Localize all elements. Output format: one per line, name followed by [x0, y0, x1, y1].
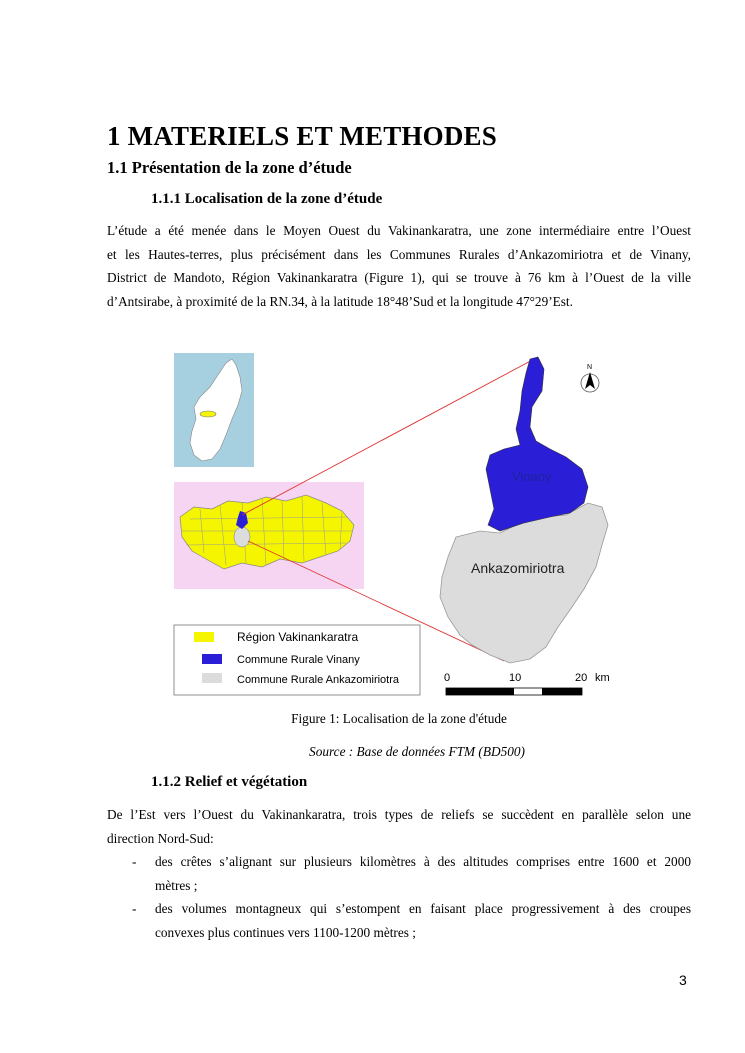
para1-line: L’étude a été menée dans le Moyen Ouest du Vakinankaratra, une zone intermédiaire entre l’Ouest: [107, 223, 691, 238]
paragraph-localisation: [107, 219, 691, 313]
legend-swatch-ankazomiriotra: [202, 673, 222, 683]
scale-tick-20: 20: [575, 672, 588, 684]
figure-caption: Figure 1: Localisation de la zone d'étude: [291, 711, 507, 726]
bullet-dash: -: [132, 854, 137, 869]
bullet-line: des crêtes s’alignant sur plusieurs kilomètres à des altitudes comprises entre 1600 et 2000: [155, 854, 691, 869]
location-map-figure: [170, 345, 620, 701]
scale-bar-segment-2: [542, 688, 582, 695]
bullet-text: [155, 850, 691, 897]
bullet-dash: -: [132, 901, 137, 916]
scale-tick-10: 10: [509, 672, 522, 684]
paragraph-relief: [107, 803, 691, 850]
bullet-line: mètres ;: [155, 877, 198, 893]
bullet-line: des volumes montagneux qui s’estompent en faisant place progressivement à des croupes: [155, 901, 691, 916]
north-label: N: [587, 364, 593, 371]
commune-vinany-shape: [486, 357, 588, 531]
heading-1: 1 MATERIELS ET METHODES: [107, 121, 497, 151]
scale-bar: [444, 672, 610, 695]
para1-line: District de Mandoto, Région Vakinankaratra (Figure 1), qui se trouve à 76 km à l’Ouest de la ville: [107, 270, 691, 285]
legend-label-vinany: Commune Rurale Vinany: [237, 654, 360, 666]
scale-tick-0: 0: [444, 672, 451, 684]
map-label-ankazomiriotra: Ankazomiriotra: [471, 560, 565, 576]
location-map: [170, 345, 620, 701]
bullet-item: [107, 897, 691, 944]
page-number: 3: [679, 972, 687, 988]
para2-line: direction Nord-Sud:: [107, 830, 214, 846]
figure-source: Source : Base de données FTM (BD500): [309, 744, 525, 759]
bullet-text: [155, 897, 691, 944]
bullet-item: [107, 850, 691, 897]
north-arrow-icon: [581, 364, 599, 392]
commune-ankazomiriotra-shape: [440, 503, 608, 663]
para1-line: et les Hautes-terres, plus précisément dans les Communes Rurales d’Ankazomiriotra et de Vinany,: [107, 246, 691, 262]
region-hole-ankazomiriotra: [234, 527, 250, 547]
heading-3-localisation: 1.1.1 Localisation de la zone d’étude: [151, 191, 383, 207]
scale-unit: km: [595, 672, 610, 684]
legend-swatch-vinany: [202, 654, 222, 664]
bullet-line: convexes plus continues vers 1100-1200 mètres ;: [155, 924, 416, 940]
para1-line: d’Antsirabe, à proximité de la RN.34, à la latitude 18°48’Sud et la longitude 47°29’Est.: [107, 293, 573, 309]
legend-swatch-region: [194, 632, 214, 642]
legend-label-ankazomiriotra: Commune Rurale Ankazomiriotra: [237, 674, 400, 686]
map-label-vinany: Vinany: [512, 469, 552, 484]
heading-3-relief: 1.1.2 Relief et végétation: [151, 774, 308, 790]
heading-2: 1.1 Présentation de la zone d’étude: [107, 158, 352, 177]
legend-label-region: Région Vakinankaratra: [237, 630, 359, 644]
para2-line: De l’Est vers l’Ouest du Vakinankaratra, trois types de reliefs se succèdent en parallèle selon une: [107, 807, 691, 822]
scale-bar-segment-1: [446, 688, 514, 695]
inset-region-marker: [200, 411, 216, 417]
